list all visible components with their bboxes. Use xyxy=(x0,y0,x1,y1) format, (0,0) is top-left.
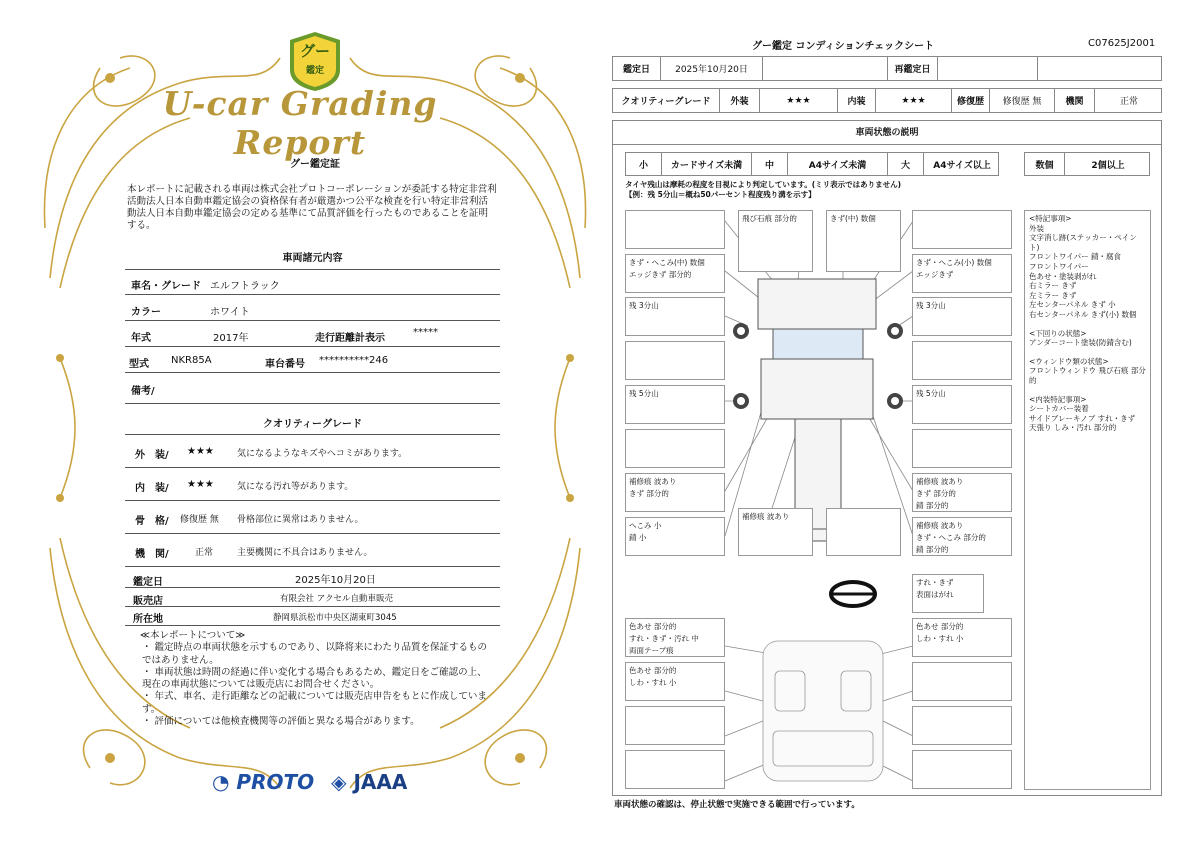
proto-logo-icon: ◔ xyxy=(212,770,230,794)
condition-box xyxy=(912,254,1012,293)
footer-note: 車両状態の確認は、停止状態で実施できる範囲で行っています。 xyxy=(614,800,860,810)
quality-row-frame xyxy=(125,502,500,534)
tire-example-note: 【例：残 5分山＝概ね50パーセント程度残り溝を示す】 xyxy=(625,190,816,199)
quality-grade-row xyxy=(612,88,1162,113)
footer-logos xyxy=(212,770,407,794)
condition-box xyxy=(826,508,901,556)
quality-value: 修復歴 無 xyxy=(180,515,219,525)
condition-box xyxy=(625,473,725,512)
spacer xyxy=(1029,386,1146,395)
condition-text: しわ・すれ 小 xyxy=(916,634,964,643)
special-note-line: 左ミラー きず xyxy=(1029,290,1077,300)
reinspect-label: 再鑑定日 xyxy=(888,57,938,80)
quality-desc: 主要機関に不具合はありません。 xyxy=(237,548,373,558)
steering-wheel-icon xyxy=(831,582,875,606)
inspection-date-row xyxy=(612,56,1162,81)
special-note-line: <下回りの状態> xyxy=(1029,328,1087,338)
certificate-intro: 本レポートに記載される車両は株式会社プロトコーポレーションが委託する特定非営利活動法人日本自動車鑑定協会の資格保有者が厳選かつ公平な検査を行い特定非営利活動法人日本自動車鑑定協会の定める基準にて品質評価を行ったものであることを証明する。 xyxy=(127,184,497,231)
quality-value: 正常 xyxy=(195,548,214,558)
report-notes xyxy=(140,630,490,728)
note-item: ・ 車両状態は時間の経過に伴い変化する場合もあるため、鑑定日をご確認の上、現在の車両状態については販売店にお問合せください。 xyxy=(142,666,487,691)
vehicle-condition-panel xyxy=(612,120,1162,796)
condition-box xyxy=(625,750,725,789)
quality-label: 機 関/ xyxy=(135,549,169,560)
quality-row-interior xyxy=(125,469,500,501)
legend-count-desc: 2個以上 xyxy=(1091,160,1125,171)
condition-text: 補修痕 波あり xyxy=(916,521,964,530)
empty-cell xyxy=(938,57,1038,80)
condition-check-sheet xyxy=(612,34,1164,814)
special-note-line: フロントワイパー 錆・腐食 xyxy=(1029,252,1122,262)
condition-box xyxy=(912,517,1012,556)
spec-row-model xyxy=(125,348,500,373)
condition-box xyxy=(625,210,725,249)
legend-small-desc: カードサイズ未満 xyxy=(662,153,752,175)
spec-value: ***** xyxy=(413,327,438,338)
repair-value: 修復歴 無 xyxy=(990,89,1055,112)
legend-small: 小 xyxy=(626,153,662,175)
condition-box xyxy=(625,254,725,293)
special-note-line: サイドブレーキノブ すれ・きず xyxy=(1029,413,1136,423)
special-note-line: 色あせ・塗装剥がれ xyxy=(1029,271,1097,281)
engine-value: 正常 xyxy=(1119,97,1138,107)
condition-box xyxy=(738,508,813,556)
condition-text: きず・へこみ 部分的 xyxy=(916,533,986,542)
sheet-title: グー鑑定 コンディションチェックシート xyxy=(752,41,935,52)
engine-label: 機関 xyxy=(1055,89,1095,112)
certificate-heading: グー鑑定証 xyxy=(290,159,340,170)
condition-text: 残 5分山 xyxy=(916,389,946,398)
legend-count: 数個 xyxy=(1025,153,1065,175)
quality-desc: 骨格部位に異常はありません。 xyxy=(237,515,364,525)
condition-box xyxy=(912,341,1012,380)
spec-label: 車名・グレード xyxy=(131,281,201,292)
address-value: 静岡県浜松市中央区湖東町3045 xyxy=(273,613,397,623)
spec-label: カラー xyxy=(131,307,161,318)
special-note-line: フロントウィンドウ 飛び石痕 部分的 xyxy=(1029,366,1146,385)
condition-box xyxy=(826,210,901,272)
date-row xyxy=(125,568,500,588)
condition-text: 残 5分山 xyxy=(629,389,659,398)
condition-text: へこみ 小 xyxy=(629,521,662,530)
condition-box xyxy=(912,706,1012,745)
spec-label: 年式 xyxy=(131,333,151,344)
spec-row-notes xyxy=(125,374,500,404)
quality-label: 内 装/ xyxy=(135,483,169,494)
section-title: 車両状態の説明 xyxy=(613,121,1161,145)
condition-box xyxy=(625,385,725,424)
condition-box xyxy=(912,750,1012,789)
special-note-line: 外装 xyxy=(1029,223,1044,233)
note-item: ・ 鑑定時点の車両状態を示すものであり、以降将来にわたり品質を保証するものではありません。 xyxy=(142,642,488,666)
jaaa-logo-icon: ◈ xyxy=(331,770,347,794)
specs-title: 車両諸元内容 xyxy=(282,253,343,264)
condition-text: 補修痕 波あり xyxy=(916,477,964,486)
condition-text: エッジきず xyxy=(916,270,954,279)
condition-box xyxy=(912,473,1012,512)
spacer xyxy=(1029,320,1146,329)
condition-text: 表面はがれ xyxy=(916,590,954,599)
spec-value: NKR85A xyxy=(171,355,212,366)
condition-text: 錆 小 xyxy=(629,533,647,542)
condition-box xyxy=(912,210,1012,249)
count-legend xyxy=(1024,152,1150,176)
quality-desc: 気になるようなキズやヘコミがあります。 xyxy=(237,449,408,459)
ext-label: 外装 xyxy=(720,89,760,112)
condition-text: すれ・きず・汚れ 中 xyxy=(629,634,699,643)
spec-label: 車台番号 xyxy=(265,359,305,370)
empty-cell xyxy=(763,57,888,80)
note-item: ・ 評価については他検査機関等の評価と異なる場合があります。 xyxy=(142,716,420,728)
legend-large-desc: A4サイズ以上 xyxy=(933,160,991,171)
size-legend xyxy=(625,152,999,176)
condition-text: 残 3分山 xyxy=(629,301,659,310)
special-note-line: <ウィンドウ類の状態> xyxy=(1029,356,1109,366)
spec-value: ホワイト xyxy=(210,307,250,318)
int-value: ★★★ xyxy=(876,89,952,112)
quality-row-engine xyxy=(125,535,500,567)
condition-text: きず 部分的 xyxy=(916,489,956,498)
condition-box xyxy=(625,662,725,701)
condition-box xyxy=(625,341,725,380)
gu-kantei-badge-logo xyxy=(288,30,342,92)
special-note-line: アンダーコート塗装(防錆含む) xyxy=(1029,338,1132,348)
quality-desc: 気になる汚れ等があります。 xyxy=(237,482,354,492)
condition-box xyxy=(912,662,1012,701)
quality-label: 骨 格/ xyxy=(135,516,169,527)
date-value: 2025年10月20日 xyxy=(661,57,763,80)
proto-logo-text: PROTO xyxy=(236,770,315,794)
quality-title-row xyxy=(125,405,500,435)
condition-text: 飛び石痕 部分的 xyxy=(742,214,797,223)
special-note-line: 文字消し跡(ステッカー・ペイント) xyxy=(1029,233,1137,252)
spec-row-year xyxy=(125,322,500,347)
condition-box xyxy=(625,706,725,745)
spec-value: **********246 xyxy=(319,355,389,366)
tire-note: タイヤ残山は摩耗の程度を目視により判定しています。(ミリ表示ではありません) xyxy=(625,180,902,189)
special-note-line: 右センターパネル きず(小) 数個 xyxy=(1029,309,1137,319)
spec-label: 走行距離計表示 xyxy=(315,333,385,344)
dealer-row xyxy=(125,589,500,607)
dealer-value: 有限会社 アクセル自動車販売 xyxy=(280,594,393,604)
condition-text: 補修痕 波あり xyxy=(629,477,677,486)
quality-row-exterior xyxy=(125,436,500,468)
condition-text: きず 部分的 xyxy=(629,489,669,498)
special-note-line: フロントワイパー xyxy=(1029,261,1089,271)
ext-value: ★★★ xyxy=(760,89,838,112)
spacer xyxy=(1029,348,1146,357)
quality-value: ★★★ xyxy=(187,479,214,490)
condition-box xyxy=(738,210,813,272)
date-label: 鑑定日 xyxy=(613,57,661,80)
jaaa-logo-text: JAAA xyxy=(353,770,408,794)
address-label: 所在地 xyxy=(133,614,163,625)
condition-text: 両面テープ痕 xyxy=(629,646,674,655)
report-title: U-car Grading Report xyxy=(162,84,438,162)
condition-text: 錆 部分的 xyxy=(916,501,949,510)
condition-box xyxy=(625,429,725,468)
condition-text: きず・へこみ(中) 数個 xyxy=(629,258,705,267)
steering-condition-box xyxy=(912,574,984,613)
condition-text: きず・へこみ(小) 数個 xyxy=(916,258,992,267)
note-item: ・ 年式、車名、走行距離などの記載については販売店申告をもとに作成しています。 xyxy=(142,691,487,715)
special-note-line: <特記事項> xyxy=(1029,214,1072,223)
dealer-label: 販売店 xyxy=(133,596,163,607)
special-note-line: 天張り しみ・汚れ 部分的 xyxy=(1029,423,1117,433)
legend-mid-desc: A4サイズ未満 xyxy=(788,153,888,175)
condition-text: エッジきず 部分的 xyxy=(629,270,692,279)
condition-text: 色あせ 部分的 xyxy=(629,622,677,631)
condition-box xyxy=(912,297,1012,336)
date-label: 鑑定日 xyxy=(133,577,163,588)
special-note-line: 右ミラー きず xyxy=(1029,281,1077,291)
condition-text: 色あせ 部分的 xyxy=(629,666,677,675)
grade-label: クオリティーグレード xyxy=(613,89,720,112)
spec-label: 型式 xyxy=(129,359,149,370)
date-value: 2025年10月20日 xyxy=(295,575,376,586)
quality-title: クオリティーグレード xyxy=(263,419,362,430)
address-row xyxy=(125,608,500,626)
spec-label: 備考/ xyxy=(131,386,155,397)
condition-text: 補修痕 波あり xyxy=(742,512,790,521)
int-label: 内装 xyxy=(838,89,876,112)
special-note-line: シートカバー装着 xyxy=(1029,404,1089,414)
spec-row-name xyxy=(125,270,500,295)
condition-text: しわ・すれ 小 xyxy=(629,678,677,687)
condition-text: 残 3分山 xyxy=(916,301,946,310)
sheet-code: C07625J2001 xyxy=(1088,38,1156,49)
spec-value: 2017年 xyxy=(213,333,249,344)
special-note-line: <内装特記事項> xyxy=(1029,394,1087,404)
notes-heading: ≪本レポートについて≫ xyxy=(140,630,246,641)
condition-text: 色あせ 部分的 xyxy=(916,622,964,631)
condition-text: すれ・きず xyxy=(916,578,954,587)
condition-box xyxy=(912,385,1012,424)
repair-label: 修復歴 xyxy=(952,89,990,112)
condition-text: きず(中) 数個 xyxy=(830,214,876,223)
condition-text: 錆 部分的 xyxy=(916,545,949,554)
spec-row-color xyxy=(125,296,500,321)
legend-large: 大 xyxy=(888,153,924,175)
quality-value: ★★★ xyxy=(187,446,214,457)
special-note-line: 左センターパネル きず 小 xyxy=(1029,300,1116,310)
condition-box xyxy=(625,297,725,336)
legend-mid: 中 xyxy=(752,153,788,175)
badge-top-text: グー xyxy=(299,42,330,60)
quality-label: 外 装/ xyxy=(135,450,169,461)
condition-box xyxy=(625,517,725,556)
special-notes-panel xyxy=(1024,210,1151,790)
condition-box xyxy=(912,429,1012,468)
condition-box xyxy=(912,618,1012,657)
condition-box xyxy=(625,618,725,657)
badge-bottom-text: 鑑定 xyxy=(305,66,324,76)
spec-value: エルフトラック xyxy=(210,281,280,292)
